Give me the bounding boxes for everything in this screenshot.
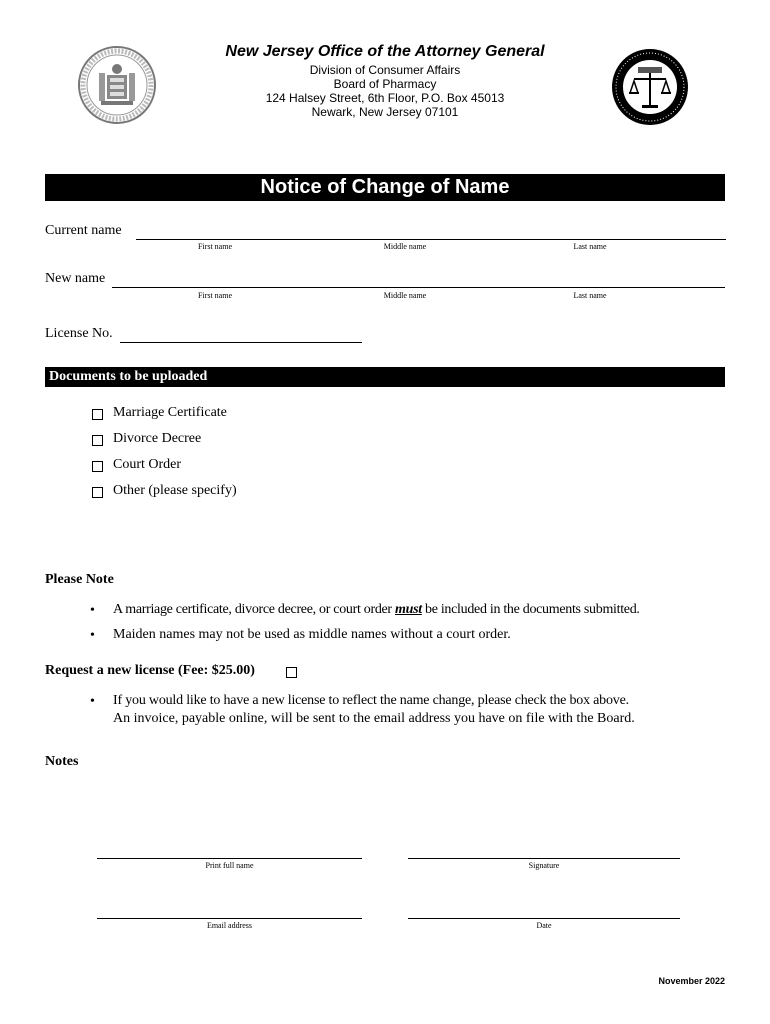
other-checkbox[interactable] — [92, 485, 103, 503]
court-order-label: Court Order — [113, 457, 182, 472]
current-name-label: Current name — [45, 223, 122, 238]
request-info-line-1: If you would like to have a new license to reflect the name change, please check the box above. — [113, 693, 629, 708]
documents-heading: Documents to be uploaded — [45, 367, 725, 387]
request-license-checkbox[interactable] — [286, 665, 297, 683]
email-address-field[interactable] — [97, 918, 362, 919]
notes-heading: Notes — [45, 754, 79, 769]
note-bullet-1 — [113, 602, 640, 618]
request-license-label: Request a new license (Fee: $25.00) — [45, 663, 255, 678]
division-line: Division of Consumer Affairs — [309, 63, 461, 77]
new-name-label: New name — [45, 271, 106, 286]
print-name-field[interactable] — [97, 858, 362, 859]
note-bullet-2: Maiden names may not be used as middle names without a court order. — [113, 627, 511, 642]
form-title: Notice of Change of Name — [45, 174, 725, 201]
license-label: License No. — [45, 326, 113, 341]
new-last-name-caption: Last name — [573, 291, 607, 300]
signature-caption: Signature — [528, 861, 560, 870]
new-name-field[interactable] — [112, 287, 725, 288]
marriage-certificate-checkbox[interactable] — [92, 407, 103, 425]
revision-date: November 2022 — [658, 976, 725, 986]
street-line: 124 Halsey Street, 6th Floor, P.O. Box 45013 — [265, 91, 505, 105]
note-bullet-1-emphasis: must — [395, 602, 422, 617]
current-first-name-caption: First name — [198, 242, 232, 251]
date-field[interactable] — [408, 918, 680, 919]
bullet-dot: • — [90, 628, 95, 643]
email-address-caption: Email address — [206, 921, 253, 930]
request-info-line-2: An invoice, payable online, will be sent to the email address you have on file with the Board. — [113, 711, 635, 726]
note-bullet-1-after: be included in the documents submitted. — [421, 602, 640, 617]
board-line: Board of Pharmacy — [333, 77, 437, 91]
bullet-dot: • — [90, 694, 95, 709]
marriage-certificate-label: Marriage Certificate — [113, 405, 227, 420]
other-label: Other (please specify) — [113, 483, 237, 498]
divorce-decree-checkbox[interactable] — [92, 433, 103, 451]
please-note-heading: Please Note — [45, 572, 114, 587]
print-name-caption: Print full name — [205, 861, 254, 870]
note-bullet-1-before: A marriage certificate, divorce decree, or court order — [113, 602, 395, 617]
court-order-checkbox[interactable] — [92, 459, 103, 477]
new-first-name-caption: First name — [198, 291, 232, 300]
divorce-decree-label: Divorce Decree — [113, 431, 202, 446]
current-middle-name-caption: Middle name — [383, 242, 427, 251]
license-number-field[interactable] — [120, 342, 362, 343]
current-name-field[interactable] — [136, 239, 726, 240]
bullet-dot: • — [90, 603, 95, 618]
city-line: Newark, New Jersey 07101 — [311, 105, 459, 119]
agency-title: New Jersey Office of the Attorney General — [225, 43, 545, 60]
date-caption: Date — [536, 921, 552, 930]
signature-field[interactable] — [408, 858, 680, 859]
new-middle-name-caption: Middle name — [383, 291, 427, 300]
current-last-name-caption: Last name — [573, 242, 607, 251]
